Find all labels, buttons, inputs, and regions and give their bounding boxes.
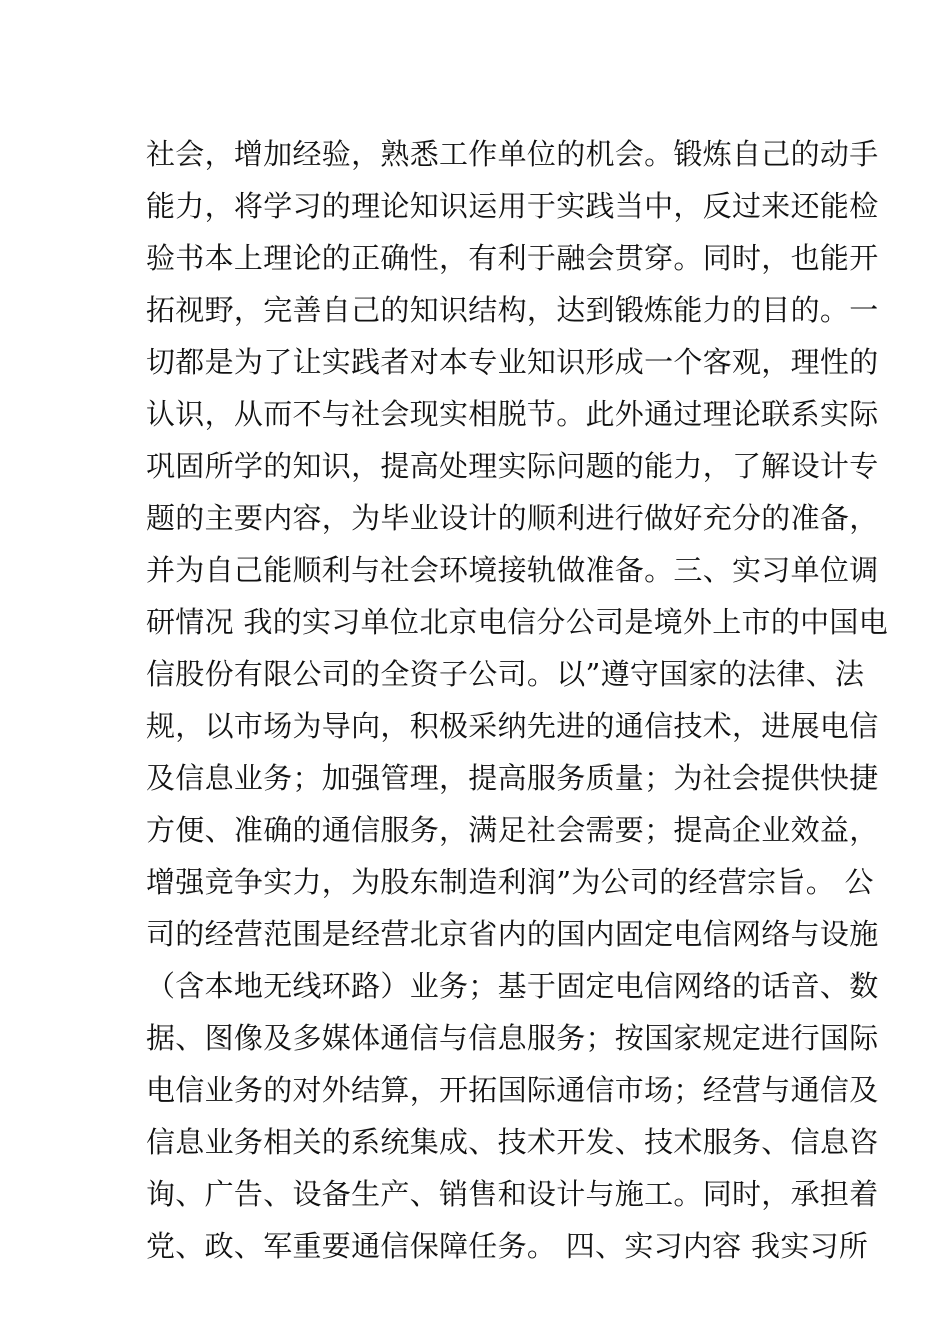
text-line: 电信业务的对外结算，开拓国际通信市场；经营与通信及 <box>146 1073 879 1107</box>
text-line: 及信息业务；加强管理，提高服务质量；为社会提供快捷 <box>146 761 879 795</box>
text-line: 信息业务相关的系统集成、技术开发、技术服务、信息咨 <box>146 1125 879 1159</box>
text-line: （含本地无线环路）业务；基于固定电信网络的话音、数 <box>146 969 879 1003</box>
text-line: 能力，将学习的理论知识运用于实践当中，反过来还能检 <box>146 189 879 223</box>
text-line: 方便、准确的通信服务，满足社会需要；提高企业效益， <box>146 813 879 847</box>
text-line: 据、图像及多媒体通信与信息服务；按国家规定进行国际 <box>146 1021 879 1055</box>
text-line: 信股份有限公司的全资子公司。以”遵守国家的法律、法 <box>146 657 865 691</box>
text-line: 社会，增加经验，熟悉工作单位的机会。锻炼自己的动手 <box>146 137 879 171</box>
text-line: 研情况 我的实习单位北京电信分公司是境外上市的中国电 <box>146 605 889 639</box>
text-line: 题的主要内容，为毕业设计的顺利进行做好充分的准备， <box>146 501 879 535</box>
text-line: 增强竞争实力，为股东制造利润”为公司的经营宗旨。 公 <box>146 865 874 899</box>
text-line: 拓视野，完善自己的知识结构，达到锻炼能力的目的。一 <box>146 293 879 327</box>
text-line: 司的经营范围是经营北京省内的国内固定电信网络与设施 <box>146 917 879 951</box>
text-line: 巩固所学的知识，提高处理实际问题的能力，了解设计专 <box>146 449 879 483</box>
body-text <box>146 128 889 1272</box>
text-line: 规，以市场为导向，积极采纳先进的通信技术，进展电信 <box>146 709 879 743</box>
text-line: 认识，从而不与社会现实相脱节。此外通过理论联系实际 <box>146 397 879 431</box>
text-line: 党、政、军重要通信保障任务。 四、实习内容 我实习所 <box>146 1229 869 1263</box>
text-line: 询、广告、设备生产、销售和设计与施工。同时，承担着 <box>146 1177 879 1211</box>
text-line: 并为自己能顺利与社会环境接轨做准备。三、实习单位调 <box>146 553 879 587</box>
text-line: 验书本上理论的正确性，有利于融会贯穿。同时，也能开 <box>146 241 879 275</box>
text-line: 切都是为了让实践者对本专业知识形成一个客观，理性的 <box>146 345 879 379</box>
